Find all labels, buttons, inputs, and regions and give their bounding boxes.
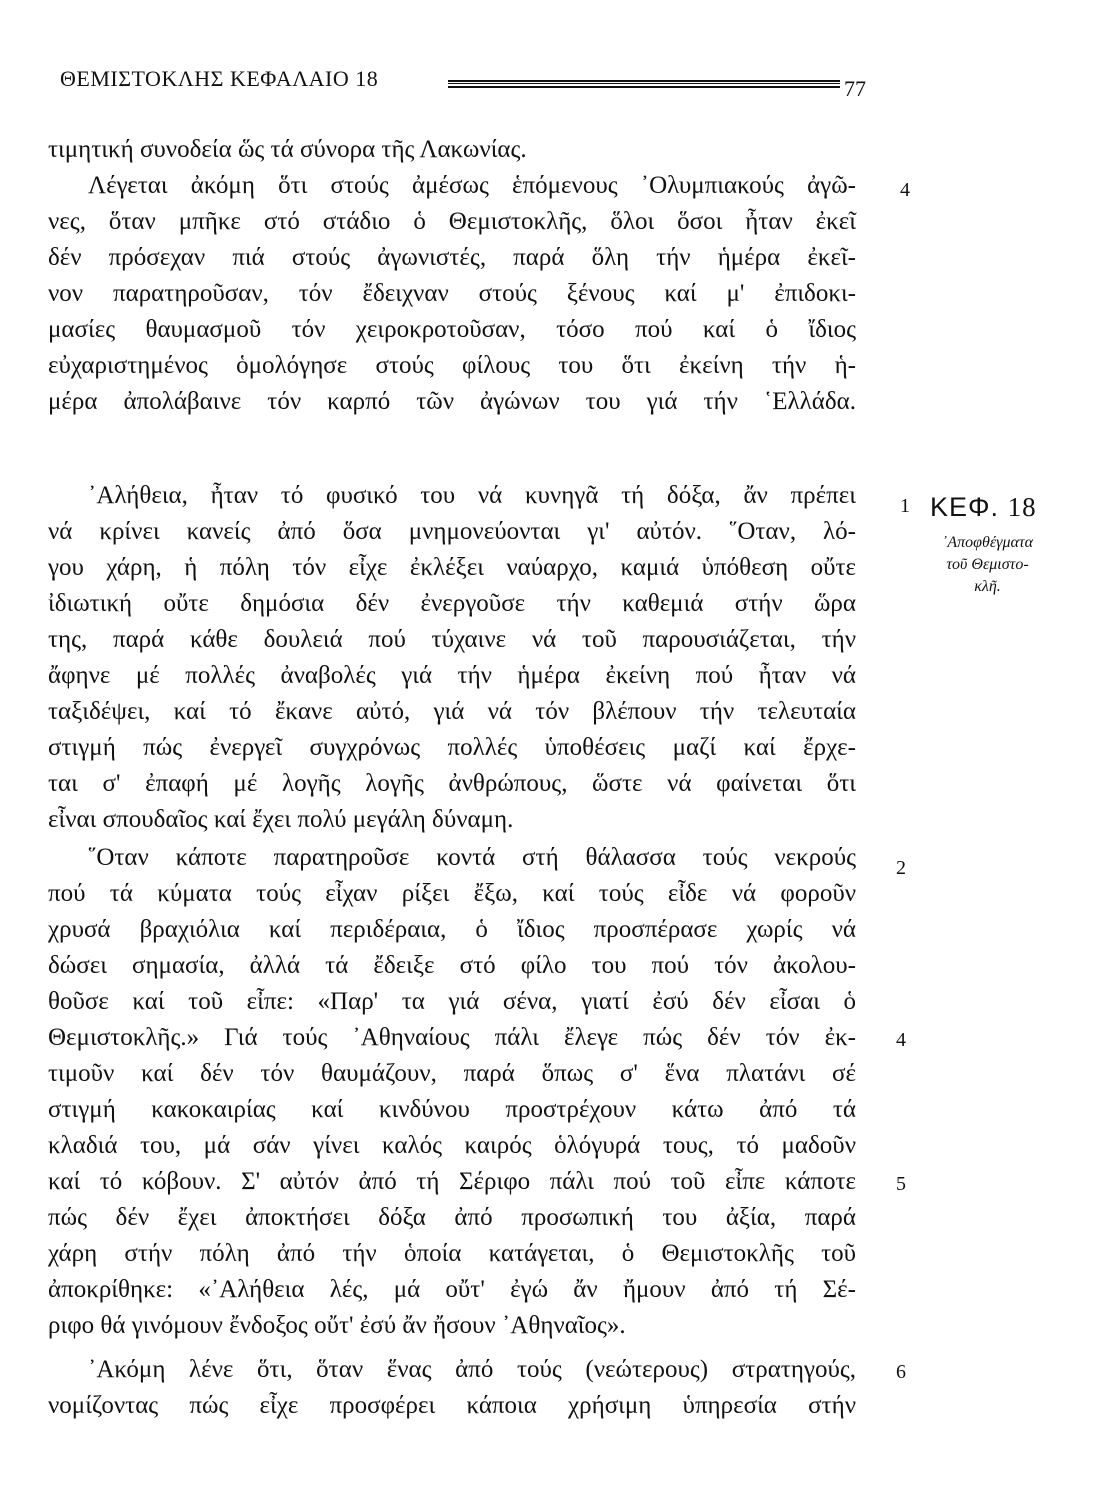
chapter-label: ΚΕΦ. xyxy=(930,492,1000,522)
text-line: εὐχαριστημένος ὁμολόγησε στούς φίλους του ὅτι ἐκείνη τήν ἡ- xyxy=(48,352,856,379)
text-line: ριφο θά γινόμουν ἔνδοξος οὔτ' ἐσύ ἄν ἤσουν ᾿Αθηναῖος». xyxy=(48,1312,626,1339)
margin-line-number: 4 xyxy=(900,179,910,201)
text-line: ᾿Αλήθεια, ἦταν τό φυσικό του νά κυνηγᾶ τή δόξα, ἄν πρέπει xyxy=(88,482,856,509)
text-line: χρυσά βραχιόλια καί περιδέραια, ὁ ἴδιος προσπέρασε χωρίς νά xyxy=(48,916,856,943)
text-line: θοῦσε καί τοῦ εἶπε: «Παρ' τα γιά σένα, γιατί ἐσύ δέν εἶσαι ὁ xyxy=(48,988,856,1015)
margin-line-number: 4 xyxy=(896,1029,906,1051)
text-line: ταξιδέψει, καί τό ἔκανε αὐτό, γιά νά τόν βλέπουν τήν τελευταία xyxy=(48,698,856,725)
text-line: νά κρίνει κανείς ἀπό ὅσα μνημονεύονται γι' αὐτόν. ῞Οταν, λό- xyxy=(48,518,856,545)
text-line: ἀποκρίθηκε: «᾿Αλήθεια λές, μά οὔτ' ἐγώ ἄν ἤμουν ἀπό τή Σέ- xyxy=(48,1276,856,1303)
text-line: καί τό κόβουν. Σ' αὐτόν ἀπό τή Σέριφο πάλι πού τοῦ εἶπε κάποτε xyxy=(48,1168,856,1195)
text-line: ἰδιωτική οὔτε δημόσια δέν ἐνεργοῦσε τήν καθεμιά στήν ὥρα xyxy=(48,590,856,617)
page-number: 77 xyxy=(844,76,866,101)
chapter-number: 18 xyxy=(1007,492,1037,522)
text-line: εἶναι σπουδαῖος καί ἔχει πολύ μεγάλη δύναμη. xyxy=(48,806,514,833)
text-line: μασίες θαυμασμοῦ τόν χειροκροτοῦσαν, τόσο πού καί ὁ ἴδιος xyxy=(48,316,856,343)
text-line: νον παρατηροῦσαν, τόν ἔδειχναν στούς ξένους καί μ' ἐπιδοκι- xyxy=(48,280,856,307)
text-line: ται σ' ἐπαφή μέ λογῆς λογῆς ἀνθρώπους, ὥστε νά φαίνεται ὅτι xyxy=(48,770,856,797)
running-title: ΘΕΜΙΣΤΟΚΛΗΣ ΚΕΦΑΛΑΙΟ 18 xyxy=(60,66,379,91)
text-line: γου χάρη, ἡ πόλη τόν εἶχε ἐκλέξει ναύαρχο, καμιά ὑπόθεση οὔτε xyxy=(48,554,856,581)
text-line: ἄφηνε μέ πολλές ἀναβολές γιά τήν ἡμέρα ἐκείνη πού ἦταν νά xyxy=(48,662,856,689)
running-header xyxy=(60,66,880,106)
text-line: νες, ὅταν μπῆκε στό στάδιο ὁ Θεμιστοκλῆς, ὅλοι ὅσοι ἦταν ἐκεῖ xyxy=(48,208,856,235)
sidenote-caption xyxy=(900,532,1075,598)
text-line: ῞Οταν κάποτε παρατηροῦσε κοντά στή θάλασσα τούς νεκρούς xyxy=(88,844,856,871)
text-line: χάρη στήν πόλη ἀπό τήν ὁποία κατάγεται, ὁ Θεμιστοκλῆς τοῦ xyxy=(48,1240,856,1267)
text-line: τιμητική συνοδεία ὥς τά σύνορα τῆς Λακωνίας. xyxy=(48,136,527,163)
text-line: Λέγεται ἀκόμη ὅτι στούς ἀμέσως ἑπόμενους ᾿Ολυμπιακούς ἀγῶ- xyxy=(88,172,856,199)
text-line: νομίζοντας πώς εἶχε προσφέρει κάποια χρήσιμη ὑπηρεσία στήν xyxy=(48,1392,856,1419)
text-line: πού τά κύματα τούς εἶχαν ρίξει ἔξω, καί τούς εἶδε νά φοροῦν xyxy=(48,880,856,907)
caption-line: κλῆ. xyxy=(974,578,1001,595)
text-line: τιμοῦν καί δέν τόν θαυμάζουν, παρά ὅπως σ' ἕνα πλατάνι σέ xyxy=(48,1060,856,1087)
text-line: δώσει σημασία, ἀλλά τά ἔδειξε στό φίλο του πού τόν ἀκολου- xyxy=(48,952,856,979)
text-line: της, παρά κάθε δουλειά πού τύχαινε νά τοῦ παρουσιάζεται, τήν xyxy=(48,626,856,653)
margin-line-number: 2 xyxy=(896,857,906,879)
caption-line: ᾿Αποφθέγματα xyxy=(942,534,1033,551)
text-line: κλαδιά του, μά σάν γίνει καλός καιρός ὁλόγυρά τους, τό μαδοῦν xyxy=(48,1132,856,1159)
text-line: πώς δέν ἔχει ἀποκτήσει δόξα ἀπό προσωπική του ἀξία, παρά xyxy=(48,1204,856,1231)
text-line: ᾿Ακόμη λένε ὅτι, ὅταν ἕνας ἀπό τούς (νεώτερους) στρατηγούς, xyxy=(88,1356,856,1383)
margin-line-number: 6 xyxy=(896,1361,906,1383)
text-line: μέρα ἀπολάβαινε τόν καρπό τῶν ἀγώνων του γιά τήν ῾Ελλάδα. xyxy=(48,388,856,415)
text-line: δέν πρόσεχαν πιά στούς ἀγωνιστές, παρά ὅλη τήν ἡμέρα ἐκεῖ- xyxy=(48,244,856,271)
header-rule xyxy=(448,80,840,88)
margin-line-number: 5 xyxy=(896,1173,906,1195)
margin-line-number: 1 xyxy=(900,495,910,517)
text-line: στιγμή πώς ἐνεργεῖ συγχρόνως πολλές ὑποθέσεις μαζί καί ἔρχε- xyxy=(48,734,856,761)
sidenote-chapter xyxy=(930,492,1037,523)
caption-line: τοῦ Θεμιστο- xyxy=(946,556,1029,573)
text-line: στιγμή κακοκαιρίας καί κινδύνου προστρέχουν κάτω ἀπό τά xyxy=(48,1096,856,1123)
text-line: Θεμιστοκλῆς.» Γιά τούς ᾿Αθηναίους πάλι ἔλεγε πώς δέν τόν ἐκ- xyxy=(48,1024,856,1051)
